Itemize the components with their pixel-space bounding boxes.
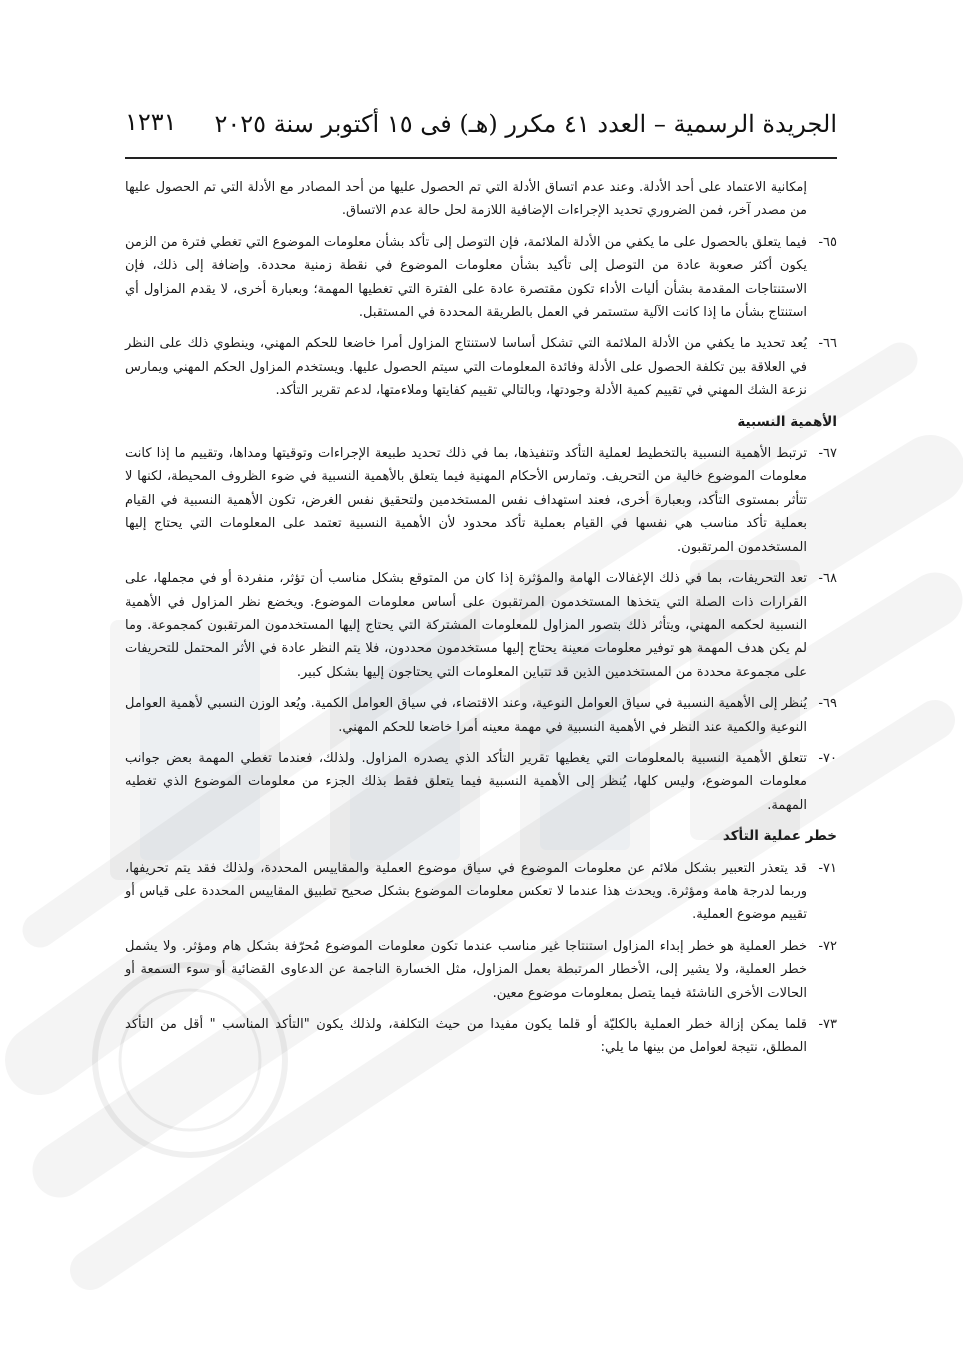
- paragraph-number: ٦٥-: [818, 234, 837, 250]
- paragraph-number: ٦٦-: [818, 336, 837, 352]
- paragraph-number: ٦٩-: [818, 696, 837, 712]
- paragraph-number: ٦٨-: [818, 571, 837, 587]
- page-header: [125, 108, 837, 158]
- paragraph-text: قد يتعذر التعبير بشكل ملائم عن معلومات الموضوع في سياق موضوع العملية والمقاييس المحددة، ولذلك فقد يتم تحريفها، وربما لدرجة هامة ومؤثرة. ويحدث هذا عندما لا تعكس معلومات الموضوع بشكل صحيح تطبيق المقاييس المحددة على قياس أو تقييم موضوع العملية.: [125, 860, 807, 923]
- paragraph-text: خطر العملية هو خطر إبداء المزاول استنتاجا غير مناسب عندما تكون معلومات الموضوع مُحرّفة بشكل هام ومؤثر. ولا يشمل خطر العملية، ولا يشير إلى، الأخطار المرتبطة بعمل المزاول، مثل الخسارة الناجمة عن الدعاوى القضائية أو سوء السمعة أو الحالات الأخرى الناشئة فيما يتصل بمعلومات موضوع معين.: [125, 938, 807, 1001]
- gazette-title: الجريدة الرسمية – العدد ٤١ مكرر (هـ) فى ١٥ أكتوبر سنة ٢٠٢٥: [214, 110, 837, 138]
- paragraph-number: ٧٣-: [818, 1017, 837, 1032]
- paragraph-text: يُنظر إلى الأهمية النسبية في سياق العوامل النوعية، وعند الاقتضاء، في سياق العوامل الكمية. ويُعد الوزن النسبي لأهمية العوامل النوعية والكمية عند النظر في الأهمية النسبية في مهمة معينه أمرا خاضعا للحكم المهني.: [125, 696, 807, 735]
- paragraph-72: [125, 935, 837, 1005]
- page-number: ١٢٣١: [125, 108, 177, 136]
- paragraph-71: [125, 857, 837, 927]
- paragraph-number: ٧٠-: [818, 750, 837, 766]
- paragraph-text: فيما يتعلق بالحصول على ما يكفي من الأدلة الملائمة، فإن التوصل إلى تأكد بشأن معلومات الموضوع التي تغطي فترة من الزمن يكون أكثر صعوبة عادة من التوصل إلى تأكيد بشأن معلومات الموضوع في نقطة زمنية محددة. وإضافة إلى ذلك، فإن الاستنتاجات المقدمة بشأن أليات الأداء تكون مقتصرة عادة على الفترة التي تغطيها المهمة؛ وبعبارة أخرى، لا يقدم المزاول أي استنتاج بشأن ما إذا كانت الآلية ستستمر في العمل بالطريقة المحددة في المستقبل.: [125, 234, 807, 321]
- paragraph-67: [125, 442, 837, 559]
- paragraph-number: ٦٧-: [818, 446, 837, 462]
- paragraph-text: يُعد تحديد ما يكفي من الأدلة الملائمة التي تشكل أساسا لاستنتاج المزاول أمرا خاضعا للحكم المهني، وينطوي ذلك على النظر في العلاقة بين تكلفة الحصول على الأدلة وفائدة المعلومات التي سيتم الحصول عليها. ويستخدم المزاول الحكم المهني ويمارس نزعة الشك المهني في تقييم كمية الأدلة وجودتها، وبالتالي تقييم كفايتها وملاءمتها، لدعم تقرير التأكد.: [125, 336, 807, 399]
- paragraph-number: ٧٢-: [818, 938, 837, 954]
- intro-paragraph: إمكانية الاعتماد على أحد الأدلة. وعند عدم اتساق الأدلة التي تم الحصول عليها من أحد المصادر مع الأدلة التي تم الحصول عليها من مصدر آخر، فمن الضروري تحديد الإجراءات الإضافية اللازمة لحل حالة عدم الاتساق.: [125, 180, 807, 219]
- section-heading-engagement-risk: خطر عملية التأكد: [722, 828, 837, 845]
- paragraph-68: [125, 567, 837, 684]
- paragraph-text: تعد التحريفات، بما في ذلك الإغفالات الهامة والمؤثرة إذا كان من المتوقع بشكل مناسب أن تؤثر، منفردة أو في مجملها، على القرارات ذات الصلة التي يتخذها المستخدمون المرتقبون على أساس معلومات الموضوع. ويخضع نظر المزاول في الأهمية النسبية لحكمه المهني، ويتأثر ذلك بتصور المزاول للمعلومات المشتركة التي يحتاج إليها المستخدمون المرتقبون كمجموعة. وما لم يكن هدف المهمة هو توفير معلومات معينة يحتاج إليها مستخدمون محددون، فلا يتم النظر عادة في الأثر المحتمل للتحريفات على مجموعة محددة من المستخدمين الذين قد تتباين المعلومات التي يحتاجون إليها بشكل كبير.: [125, 571, 807, 680]
- paragraph-65: [125, 231, 837, 325]
- paragraph-text: تتعلق الأهمية النسبية بالمعلومات التي يغطيها تقرير التأكد الذي يصدره المزاول. ولذلك، فعندما تغطي المهمة بعض جوانب معلومات الموضوع، وليس كلها، يُنظر إلى الأهمية النسبية فيما يتعلق فقط بذلك الجزء من معلومات الموضوع الذي تغطيه المهمة.: [125, 750, 807, 813]
- paragraph-70: [125, 747, 837, 817]
- paragraph-text: قلما يمكن إزالة خطر العملية بالكليّة أو قلما يكون مفيدا من حيث التكلفة، ولذلك يكون "التأكد المناسب " أقل من التأكد المطلق، نتيجة لعوامل من بينها ما يلي:: [125, 1017, 807, 1056]
- paragraph-66: [125, 332, 837, 402]
- paragraph-69: [125, 692, 837, 739]
- document-body: [125, 176, 837, 1068]
- paragraph-number: ٧١-: [818, 860, 837, 876]
- paragraph-text: ترتبط الأهمية النسبية بالتخطيط لعملية التأكد وتنفيذها، بما في ذلك تحديد طبيعة الإجراءات وتوقيتها ومداها، وتقييم ما إذا كانت معلومات الموضوع خالية من التحريف. وتمارس الأحكام المهنية فيما يتعلق بالأهمية النسبية في ضوء الظروف المحيطة، لكنها لا تتأثر بمستوى التأكد، وبعبارة أخرى، فعند استهداف نفس المستخدمين ولتحقيق نفس الغرض، تكون الأهمية النسبية في القيام بعملية تأكد مناسب هي نفسها في القيام بعملية تأكد محدود لأن الأهمية النسبية تعتمد على المعلومات التي يحتاج إليها المستخدمون المرتقبون.: [125, 446, 807, 555]
- paragraph-73: [125, 1013, 837, 1060]
- header-divider: [125, 157, 837, 159]
- section-heading-materiality: الأهمية النسبية: [737, 413, 837, 430]
